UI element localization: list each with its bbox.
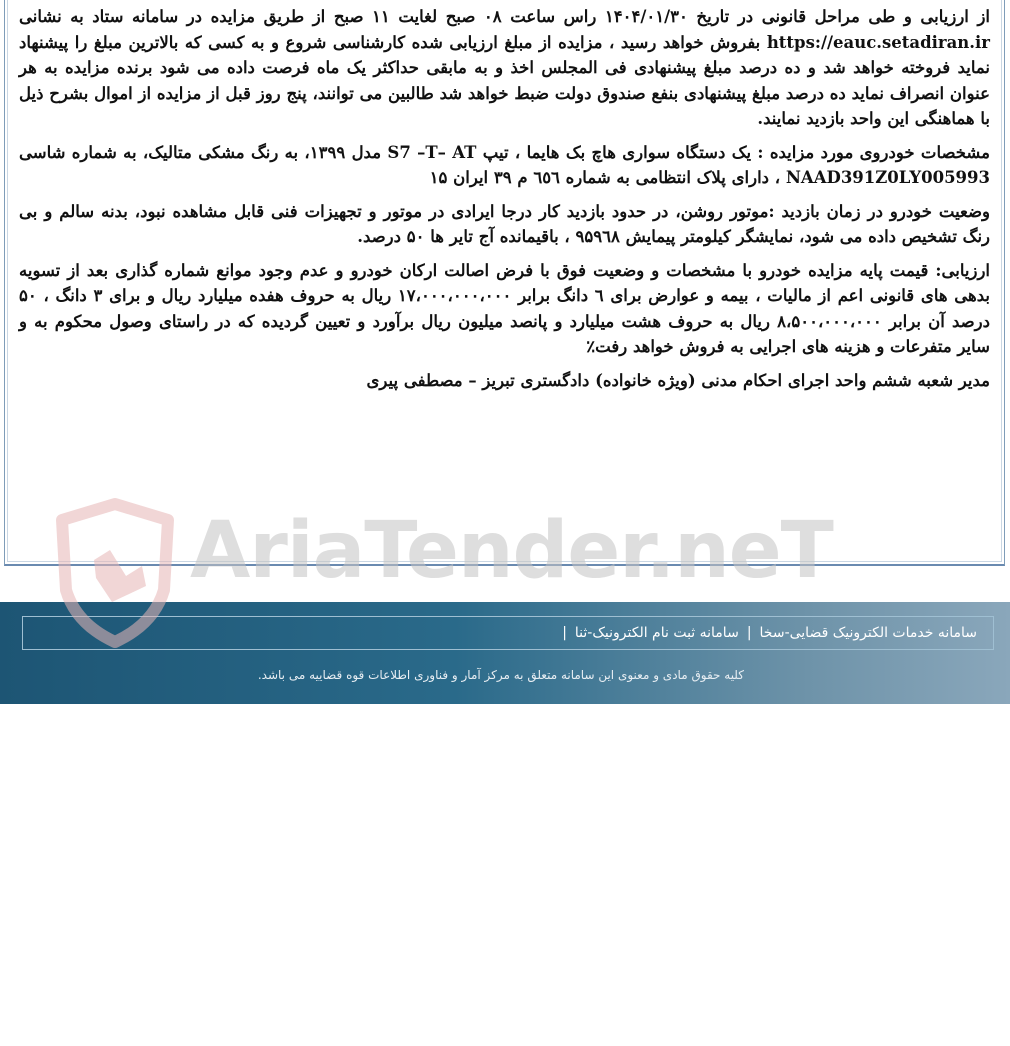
notice-paragraph-intro: از ارزیابی و طی مراحل قانونی در تاریخ ۱۴۰۴/۰۱/۳۰ راس ساعت ۰۸ صبح لغایت ۱۱ صبح از طریق مزایده در سامانه ستاد به نشانی https://eauc.setadiran.ir بفروش خواهد رسید ، مزایده از مبلغ ارزیابی شده کارشناسی شروع و به کسی که بالاترین مبلغ را پیشنهاد نماید فروخته خواهد شد و ده درصد مبلغ پیشنهادی فی المجلس اخذ و به مابقی حداکثر یک ماه فرصت داده می شود برنده مزایده به هر عنوان انصراف نماید ده درصد مبلغ پیشنهادی بنفع صندوق دولت ضبط خواهد شد طالبین می توانند، پنج روز قبل از مزایده از اموال بشرح ذیل با هماهنگی این واحد بازدید نمایند.: [19, 7, 990, 128]
footer-copyright: کلیه حقوق مادی و معنوی این سامانه متعلق به مرکز آمار و فناوری اطلاعات قوه قضاییه می باشد.: [257, 668, 744, 682]
notice-paragraph-vehicle-specs: مشخصات خودروی مورد مزایده : یک دستگاه سواری هاچ بک هایما ، تیپ S7 –T– AT مدل ۱۳۹۹، به رنگ مشکی متالیک، به شماره شاسی NAAD391Z0LY005993 ، دارای پلاک انتظامی به شماره ٦٥٦ م ۳۹ ایران ۱۵: [19, 142, 990, 187]
gap-strip: [0, 566, 1010, 602]
notice-signature: مدیر شعبه ششم واحد اجرای احکام مدنی (ویژه خانواده) دادگستری تبریز – مصطفی پیری: [366, 370, 990, 390]
footer: [0, 602, 1010, 704]
notice-text: [19, 4, 990, 401]
notice-paragraph-vehicle-condition: وضعیت خودرو در زمان بازدید :موتور روشن، در حدود بازدید کار درجا ایرادی در موتور و تجهیزات فنی قابل مشاهده نبود، بدنه سالم و بی رنگ تشخیص داده می شود، نمایشگر کیلومتر پیمایش ۹۵۹٦۸ ، باقیمانده آج تایر ها ۵۰ درصد.: [19, 201, 990, 246]
footer-link-sakha[interactable]: سامانه خدمات الکترونیک قضایی-سخا: [759, 625, 977, 641]
footer-separator: |: [562, 625, 567, 641]
footer-links-bar: [22, 616, 994, 650]
footer-link-sana[interactable]: سامانه ثبت نام الکترونیک-ثنا: [574, 625, 739, 641]
notice-paragraph-valuation: ارزیابی: قیمت پایه مزایده خودرو با مشخصات و وضعیت فوق با فرض اصالت ارکان خودرو و عدم وجود موانع شماره گذاری بعد از تسویه بدهی های قانونی اعم از مالیات ، بیمه و عوارض برای ٦ دانگ برابر ۱۷،۰۰۰،۰۰۰،۰۰۰ ریال به حروف هفده میلیارد ریال و برای ۳ دانگ ، ۵۰ درصد آن برابر ۸،۵۰۰،۰۰۰،۰۰۰ ریال به حروف هشت میلیارد و پانصد میلیون ریال برآورد و تعیین گردیده که در راستای وصول محکوم به و سایر متفرعات و هزینه های اجرایی به فروش خواهد رفت٪: [19, 260, 990, 356]
footer-separator: |: [746, 625, 752, 641]
watermark-text: AriaTender.neT: [190, 506, 833, 596]
content-panel: [4, 0, 1005, 566]
